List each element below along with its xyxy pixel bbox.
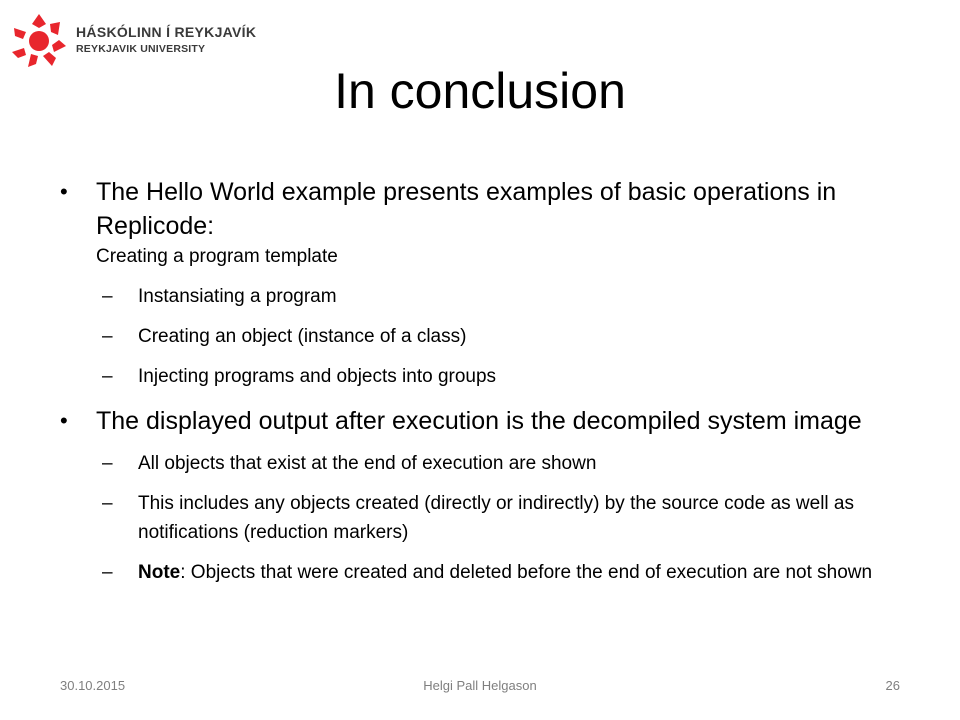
note-label: Note <box>138 562 181 583</box>
bullet-1 <box>60 175 920 271</box>
sub-bullet-text: This includes any objects created (directly or indirectly) by the source code as well as notifications (reduction markers) <box>138 493 854 543</box>
bullet-2-text: The displayed output after execution is the decompiled system image <box>96 407 862 435</box>
footer-author: Helgi Pall Helgason <box>423 678 537 693</box>
note-text: : Objects that were created and deleted before the end of execution are not shown <box>180 562 873 583</box>
sub-bullet-text: All objects that exist at the end of execution are shown <box>138 453 597 474</box>
footer-page-number: 26 <box>885 678 900 693</box>
slide-content <box>60 175 920 587</box>
sub-bullet-note <box>60 558 920 587</box>
sub-bullet <box>60 322 920 351</box>
sub-bullet <box>60 449 920 478</box>
dash-marker: – <box>102 562 113 583</box>
dash-marker: – <box>102 286 113 307</box>
footer-date: 30.10.2015 <box>60 678 126 693</box>
dash-marker: – <box>102 453 113 474</box>
dash-marker: – <box>102 493 113 514</box>
sub-bullet-text: Instansiating a program <box>138 286 337 307</box>
sub-bullet <box>60 362 920 391</box>
sub-bullet-text: Creating an object (instance of a class) <box>138 326 467 347</box>
logo-name-icelandic: HÁSKÓLINN Í REYKJAVÍK <box>76 24 257 40</box>
dash-marker: – <box>102 326 113 347</box>
logo-name-english: REYKJAVIK UNIVERSITY <box>76 43 206 55</box>
sub-bullet-text: Injecting programs and objects into groups <box>138 366 497 387</box>
bullet-1-text: The Hello World example presents examples of basic operations in Replicode: <box>96 178 837 240</box>
dash-marker: – <box>102 366 113 387</box>
bullet-marker: • <box>60 408 68 433</box>
bullet-2 <box>60 404 920 438</box>
bullet-1-subline: Creating a program template <box>96 246 338 267</box>
bullet-marker: • <box>60 179 68 204</box>
sub-bullet <box>60 489 920 547</box>
slide-title: In conclusion <box>334 63 626 119</box>
sub-bullet <box>60 282 920 311</box>
